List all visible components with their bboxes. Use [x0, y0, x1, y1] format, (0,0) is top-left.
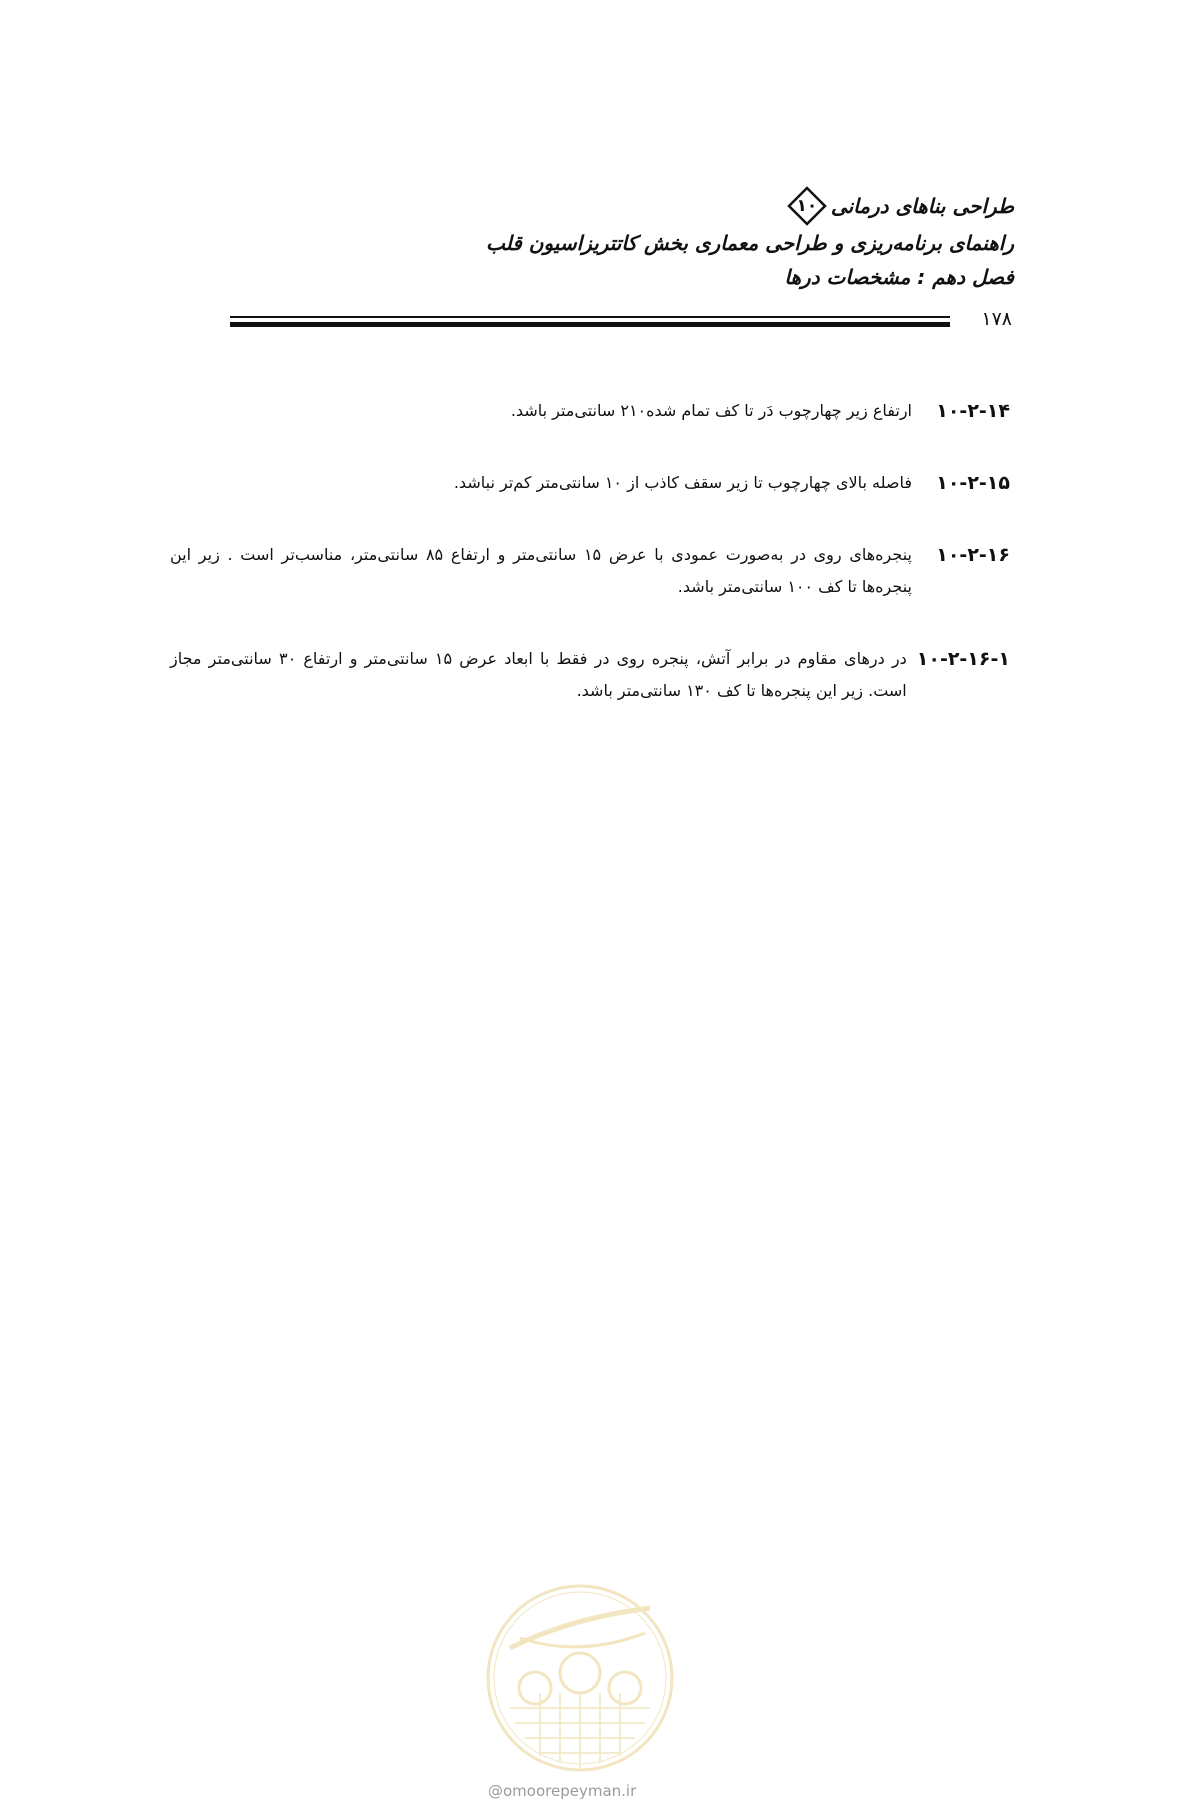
book-title-row — [174, 186, 1014, 226]
page-number: ۱۷۸ — [981, 308, 1012, 330]
spec-item-number: ۱۰-۲-۱۶-۱ — [916, 648, 1010, 670]
spec-item-number: ۱۰-۲-۱۴ — [936, 400, 1010, 422]
page-header — [174, 186, 1014, 294]
header-divider-thick — [230, 322, 950, 327]
spec-item — [170, 539, 1010, 603]
book-title: طراحی بناهای درمانی — [830, 194, 1014, 218]
spec-item-text: فاصله بالای چهارچوب تا زیر سقف کاذب از ۱۰ سانتی‌متر کم‌تر نباشد. — [453, 473, 912, 492]
spec-item-number: ۱۰-۲-۱۵ — [936, 472, 1010, 494]
spec-item-text: ارتفاع زیر چهارچوب دَر تا کف تمام شده۲۱۰ سانتی‌متر باشد. — [510, 401, 912, 420]
volume-number: ۱۰ — [796, 196, 818, 216]
spec-item — [170, 467, 1010, 499]
spec-item — [170, 395, 1010, 427]
spec-item — [170, 643, 1010, 707]
chapter-title: فصل دهم : مشخصات درها — [784, 265, 1014, 289]
volume-badge — [787, 186, 827, 226]
spec-item-text: در درهای مقاوم در برابر آتش، پنجره روی در فقط با ابعاد عرض ۱۵ سانتی‌متر و ارتفاع ۳۰ سانتی‌متر مجاز است. زیر این پنجره‌ها تا کف ۱۳۰ سانتی‌متر باشد. — [170, 649, 907, 700]
watermark-logo — [480, 1578, 680, 1778]
spec-item-number: ۱۰-۲-۱۶ — [936, 544, 1010, 566]
guide-title: راهنمای برنامه‌ریزی و طراحی معماری بخش کاتتریزاسیون قلب — [485, 231, 1014, 255]
spec-list — [170, 395, 1010, 747]
watermark-url: @omoorepeyman.ir — [488, 1782, 637, 1800]
spec-item-text: پنجره‌های روی در به‌صورت عمودی با عرض ۱۵ سانتی‌متر و ارتفاع ۸۵ سانتی‌متر، مناسب‌تر است . زیر این پنجره‌ها تا کف ۱۰۰ سانتی‌متر باشد. — [170, 545, 912, 596]
header-divider-thin — [230, 316, 950, 318]
